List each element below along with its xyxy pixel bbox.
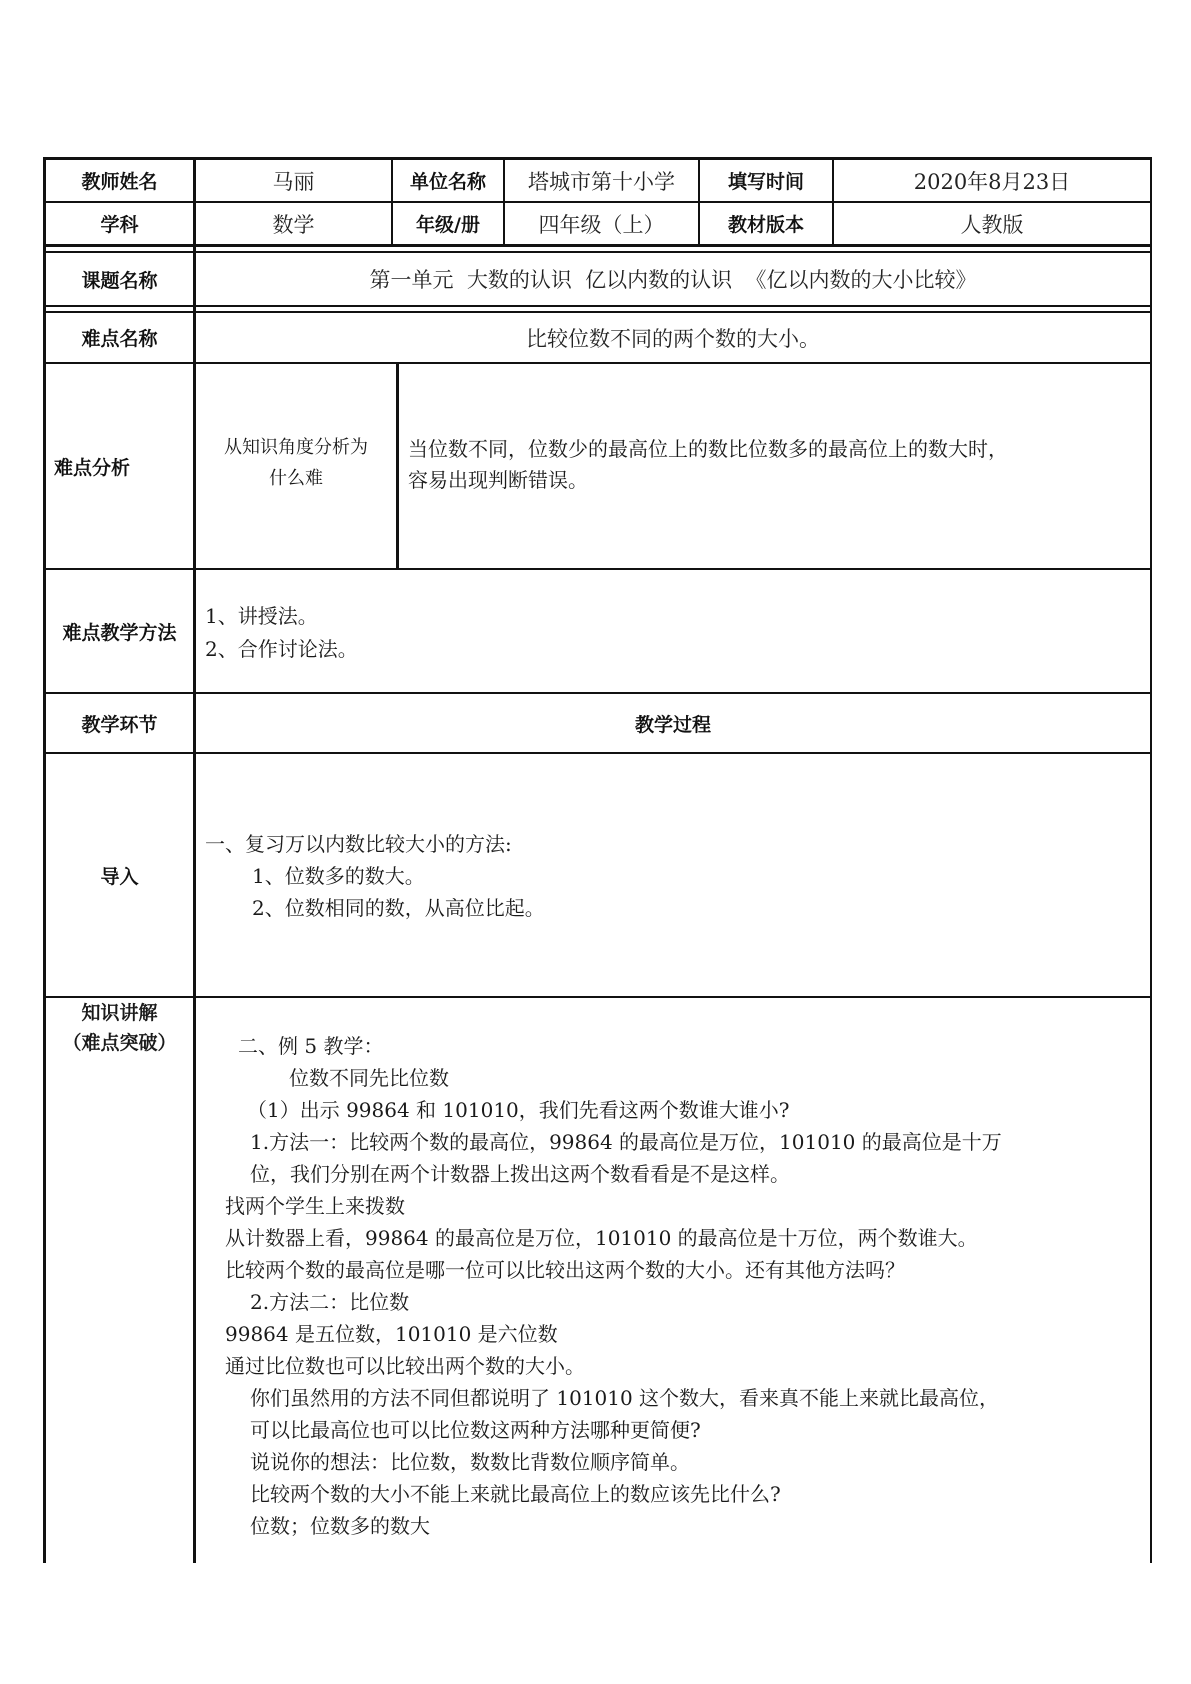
analysis-label: 难点分析 bbox=[54, 456, 131, 479]
analysis-text-line1: 当位数不同，位数少的最高位上的数比位数多的最高位上的数大时， bbox=[408, 437, 1008, 461]
intro-line: 1、位数多的数大。 bbox=[252, 864, 425, 888]
knowledge-line: 你们虽然用的方法不同但都说明了 101010 这个数大，看来真不能上来就比最高位， bbox=[250, 1386, 1000, 1410]
teacher-name-label: 教师姓名 bbox=[81, 171, 158, 193]
knowledge-line: 99864 是五位数，101010 是六位数 bbox=[225, 1322, 558, 1346]
grade-value: 四年级（上） bbox=[538, 212, 665, 237]
method-label: 难点教学方法 bbox=[62, 621, 177, 644]
unit-name-label: 单位名称 bbox=[409, 171, 486, 193]
fill-date-value: 2020年8月23日 bbox=[913, 169, 1071, 194]
knowledge-line: 通过比位数也可以比较出两个数的大小。 bbox=[225, 1354, 585, 1378]
knowledge-line: 说说你的想法：比位数，数数比背数位顺序简单。 bbox=[250, 1450, 690, 1474]
intro-line: 2、位数相同的数，从高位比起。 bbox=[252, 896, 545, 920]
grade-label: 年级/册 bbox=[416, 214, 480, 236]
knowledge-line: 从计数器上看，99864 的最高位是万位，101010 的最高位是十万位，两个数谁大。 bbox=[225, 1226, 978, 1250]
difficulty-label: 难点名称 bbox=[81, 328, 158, 350]
knowledge-line: 可以比最高位也可以比位数这两种方法哪种更简便? bbox=[250, 1418, 701, 1442]
subject-label: 学科 bbox=[100, 214, 139, 236]
topic-value: 第一单元 大数的认识 亿以内数的认识 《亿以内数的大小比较》 bbox=[369, 268, 977, 292]
teacher-name-value: 马丽 bbox=[272, 169, 315, 194]
analysis-sub-label bbox=[196, 432, 396, 494]
edition-label: 教材版本 bbox=[727, 214, 804, 236]
topic-label: 课题名称 bbox=[81, 269, 158, 292]
knowledge-line: （1）出示 99864 和 101010，我们先看这两个数谁大谁小? bbox=[247, 1098, 790, 1122]
knowledge-line: 比较两个数的大小不能上来就比最高位上的数应该先比什么? bbox=[250, 1482, 781, 1506]
process-phase-header: 教学环节 bbox=[81, 713, 158, 736]
knowledge-line: 二、例 5 教学： bbox=[238, 1034, 384, 1058]
method-item: 2、合作讨论法。 bbox=[205, 637, 358, 661]
knowledge-label bbox=[46, 998, 193, 1058]
analysis-sub-label-line1: 从知识角度分析为 bbox=[224, 437, 368, 458]
knowledge-line: 1.方法一：比较两个数的最高位，99864 的最高位是万位，101010 的最高位是十万 bbox=[250, 1130, 1002, 1154]
knowledge-line: 2.方法二：比位数 bbox=[250, 1290, 410, 1314]
process-content-header: 教学过程 bbox=[634, 713, 711, 736]
intro-line: 一、复习万以内数比较大小的方法: bbox=[205, 832, 512, 856]
analysis-text-line2: 容易出现判断错误。 bbox=[408, 468, 588, 492]
intro-label: 导入 bbox=[100, 865, 139, 888]
knowledge-line: 位数不同先比位数 bbox=[289, 1066, 449, 1090]
unit-name-value: 塔城市第十小学 bbox=[528, 169, 675, 194]
knowledge-line: 位，我们分别在两个计数器上拨出这两个数看看是不是这样。 bbox=[250, 1162, 790, 1186]
subject-value: 数学 bbox=[272, 212, 315, 237]
knowledge-line: 位数；位数多的数大 bbox=[250, 1514, 430, 1538]
knowledge-label-line1: 知识讲解 bbox=[81, 1002, 158, 1024]
edition-value: 人教版 bbox=[960, 212, 1024, 237]
analysis-sub-label-line2: 什么难 bbox=[269, 468, 323, 489]
knowledge-label-line2: （难点突破） bbox=[62, 1032, 177, 1054]
knowledge-line: 比较两个数的最高位是哪一位可以比较出这两个数的大小。还有其他方法吗？ bbox=[225, 1258, 905, 1282]
fill-date-label: 填写时间 bbox=[727, 171, 804, 193]
method-item: 1、讲授法。 bbox=[205, 604, 318, 628]
difficulty-value: 比较位数不同的两个数的大小。 bbox=[526, 326, 820, 351]
knowledge-line: 找两个学生上来拨数 bbox=[225, 1194, 405, 1218]
